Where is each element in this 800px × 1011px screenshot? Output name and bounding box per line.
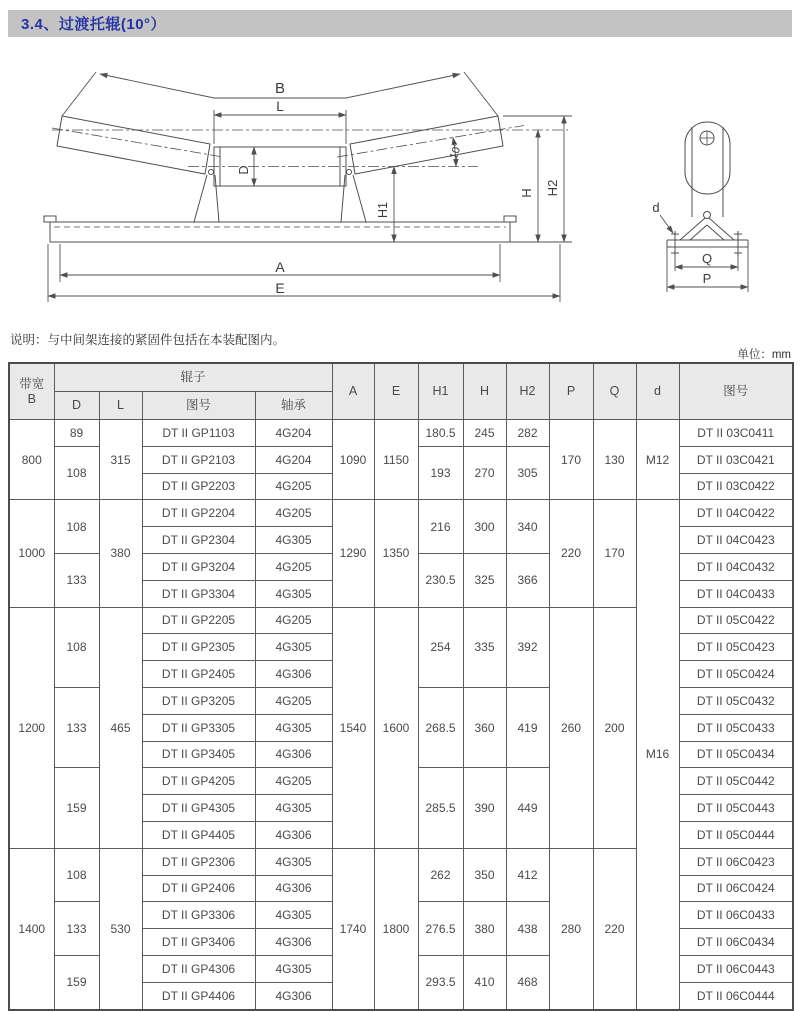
front-view-labels xyxy=(237,80,560,296)
cell-h2: 412 xyxy=(506,848,549,902)
cell-roller-figure-no: DT II GP2205 xyxy=(142,607,255,634)
cell-h1: 180.5 xyxy=(418,420,463,447)
cell-diameter: 89 xyxy=(54,420,99,447)
cell-diameter: 133 xyxy=(54,902,99,956)
cell-h2: 449 xyxy=(506,768,549,848)
cell-bearing: 4G305 xyxy=(255,955,332,982)
dim-label-h: H xyxy=(519,188,534,198)
dim-label-e: E xyxy=(275,280,285,296)
spec-row xyxy=(9,500,793,527)
cell-diameter: 108 xyxy=(54,848,99,902)
cell-q: 200 xyxy=(593,607,636,848)
cell-roller-figure-no: DT II GP4405 xyxy=(142,821,255,848)
cell-bolt-d: M12 xyxy=(636,420,679,500)
spec-row xyxy=(9,420,793,447)
cell-figure-no: DT II 05C0422 xyxy=(679,607,793,634)
cell-h: 270 xyxy=(463,446,506,500)
cell-a: 1740 xyxy=(332,848,374,1009)
cell-h2: 438 xyxy=(506,902,549,956)
base-frame xyxy=(50,222,510,242)
cell-p: 220 xyxy=(549,500,593,607)
cell-roller-figure-no: DT II GP3205 xyxy=(142,687,255,714)
cell-figure-no: DT II 03C0411 xyxy=(679,420,793,447)
cell-roller-figure-no: DT II GP4205 xyxy=(142,768,255,795)
cell-q: 170 xyxy=(593,500,636,607)
section-title: 3.4、过渡托辊(10°） xyxy=(21,16,167,33)
cell-h: 325 xyxy=(463,553,506,607)
header-q: Q xyxy=(593,363,636,420)
unit-label: 单位：mm xyxy=(737,349,791,361)
header-roller-bearing: 轴承 xyxy=(255,392,332,420)
cell-roller-figure-no: DT II GP2406 xyxy=(142,875,255,902)
dim-label-h2: H2 xyxy=(545,179,560,197)
cell-bearing: 4G306 xyxy=(255,821,332,848)
cell-bearing: 4G204 xyxy=(255,446,332,473)
cell-bearing: 4G306 xyxy=(255,741,332,768)
cell-h2: 468 xyxy=(506,955,549,1009)
cell-length: 530 xyxy=(99,848,142,1009)
cell-bearing: 4G306 xyxy=(255,929,332,956)
cell-h: 390 xyxy=(463,768,506,848)
cell-figure-no: DT II 06C0434 xyxy=(679,929,793,956)
cell-p: 280 xyxy=(549,848,593,1009)
dim-label-l: L xyxy=(276,99,284,114)
cell-figure-no: DT II 04C0423 xyxy=(679,527,793,554)
cell-bearing: 4G305 xyxy=(255,902,332,929)
cell-h2: 340 xyxy=(506,500,549,554)
cell-bandwidth: 1200 xyxy=(9,607,54,848)
cell-roller-figure-no: DT II GP2204 xyxy=(142,500,255,527)
dimension-lines xyxy=(48,72,572,302)
cell-bandwidth: 1000 xyxy=(9,500,54,607)
cell-a: 1540 xyxy=(332,607,374,848)
cell-figure-no: DT II 05C0443 xyxy=(679,795,793,822)
cell-e: 1800 xyxy=(374,848,418,1009)
cell-p: 260 xyxy=(549,607,593,848)
spec-table-header xyxy=(9,363,793,420)
cell-h2: 392 xyxy=(506,607,549,687)
header-roller-group: 辊子 xyxy=(54,363,332,392)
cell-diameter: 108 xyxy=(54,500,99,554)
cell-figure-no: DT II 04C0433 xyxy=(679,580,793,607)
left-roller xyxy=(57,116,210,174)
cell-length: 465 xyxy=(99,607,142,848)
cell-diameter: 108 xyxy=(54,607,99,687)
cell-h1: 193 xyxy=(418,446,463,500)
cell-roller-figure-no: DT II GP2305 xyxy=(142,634,255,661)
cell-a: 1290 xyxy=(332,500,374,607)
cell-figure-no: DT II 05C0423 xyxy=(679,634,793,661)
idler-assembly-drawing xyxy=(8,44,792,330)
cell-h: 300 xyxy=(463,500,506,554)
spec-table-body xyxy=(9,420,793,1010)
header-figure-no: 图号 xyxy=(679,363,793,420)
cell-h1: 268.5 xyxy=(418,687,463,767)
cell-bearing: 4G306 xyxy=(255,875,332,902)
cell-roller-figure-no: DT II GP4305 xyxy=(142,795,255,822)
cell-bearing: 4G306 xyxy=(255,982,332,1009)
cell-roller-figure-no: DT II GP3306 xyxy=(142,902,255,929)
spec-table xyxy=(8,362,794,1011)
cell-figure-no: DT II 05C0444 xyxy=(679,821,793,848)
axis-lines xyxy=(52,126,568,167)
cell-e: 1600 xyxy=(374,607,418,848)
cell-figure-no: DT II 06C0443 xyxy=(679,955,793,982)
cell-roller-figure-no: DT II GP1103 xyxy=(142,420,255,447)
cell-bearing: 4G305 xyxy=(255,795,332,822)
dim-label-a: A xyxy=(275,259,285,275)
header-d: d xyxy=(636,363,679,420)
cell-roller-figure-no: DT II GP3204 xyxy=(142,553,255,580)
cell-roller-figure-no: DT II GP3304 xyxy=(142,580,255,607)
cell-bearing: 4G205 xyxy=(255,553,332,580)
header-a: A xyxy=(332,363,374,420)
cell-figure-no: DT II 04C0432 xyxy=(679,553,793,580)
cell-roller-figure-no: DT II GP3405 xyxy=(142,741,255,768)
cell-figure-no: DT II 06C0424 xyxy=(679,875,793,902)
cell-bearing: 4G305 xyxy=(255,527,332,554)
cell-figure-no: DT II 06C0433 xyxy=(679,902,793,929)
right-roller xyxy=(350,116,503,174)
cell-h1: 254 xyxy=(418,607,463,687)
cell-roller-figure-no: DT II GP2103 xyxy=(142,446,255,473)
cell-roller-figure-no: DT II GP4406 xyxy=(142,982,255,1009)
cell-diameter: 133 xyxy=(54,553,99,607)
cell-roller-figure-no: DT II GP4306 xyxy=(142,955,255,982)
cell-h2: 305 xyxy=(506,446,549,500)
cell-diameter: 159 xyxy=(54,955,99,1009)
cell-figure-no: DT II 03C0421 xyxy=(679,446,793,473)
cell-h1: 285.5 xyxy=(418,768,463,848)
cell-h1: 293.5 xyxy=(418,955,463,1009)
cell-figure-no: DT II 05C0433 xyxy=(679,714,793,741)
technical-drawing xyxy=(8,44,792,330)
cell-roller-figure-no: DT II GP2306 xyxy=(142,848,255,875)
header-h2: H2 xyxy=(506,363,549,420)
cell-bearing: 4G305 xyxy=(255,634,332,661)
cell-bearing: 4G205 xyxy=(255,687,332,714)
cell-h1: 262 xyxy=(418,848,463,902)
cell-h: 350 xyxy=(463,848,506,902)
cell-h1: 230.5 xyxy=(418,553,463,607)
cell-h: 335 xyxy=(463,607,506,687)
dim-label-bolt-d: d xyxy=(652,200,660,215)
cell-h2: 419 xyxy=(506,687,549,767)
cell-e: 1150 xyxy=(374,420,418,500)
cell-bearing: 4G205 xyxy=(255,768,332,795)
cell-bearing: 4G204 xyxy=(255,420,332,447)
header-roller-d: D xyxy=(54,392,99,420)
side-view-drawing xyxy=(660,122,748,292)
cell-figure-no: DT II 06C0444 xyxy=(679,982,793,1009)
cell-figure-no: DT II 05C0442 xyxy=(679,768,793,795)
cell-bearing: 4G305 xyxy=(255,714,332,741)
front-view-drawing xyxy=(44,72,572,302)
cell-roller-figure-no: DT II GP2203 xyxy=(142,473,255,500)
cell-length: 380 xyxy=(99,500,142,607)
cell-bearing: 4G205 xyxy=(255,607,332,634)
cell-roller-figure-no: DT II GP2304 xyxy=(142,527,255,554)
header-h: H xyxy=(463,363,506,420)
cell-figure-no: DT II 05C0434 xyxy=(679,741,793,768)
dim-label-h1: H1 xyxy=(376,202,390,218)
cell-a: 1090 xyxy=(332,420,374,500)
header-p: P xyxy=(549,363,593,420)
cell-h2: 366 xyxy=(506,553,549,607)
cell-roller-figure-no: DT II GP2405 xyxy=(142,661,255,688)
cell-roller-figure-no: DT II GP3305 xyxy=(142,714,255,741)
cell-h2: 282 xyxy=(506,420,549,447)
cell-bearing: 4G306 xyxy=(255,661,332,688)
dim-label-d: D xyxy=(237,165,251,175)
cell-h: 245 xyxy=(463,420,506,447)
cell-diameter: 108 xyxy=(54,446,99,500)
cell-bearing: 4G305 xyxy=(255,580,332,607)
cell-length: 315 xyxy=(99,420,142,500)
cell-h: 360 xyxy=(463,687,506,767)
header-e: E xyxy=(374,363,418,420)
cell-p: 170 xyxy=(549,420,593,500)
cell-roller-figure-no: DT II GP3406 xyxy=(142,929,255,956)
cell-bandwidth: 1400 xyxy=(9,848,54,1009)
header-roller-l: L xyxy=(99,392,142,420)
side-view-labels xyxy=(652,200,712,286)
cell-bandwidth: 800 xyxy=(9,420,54,500)
cell-h1: 216 xyxy=(418,500,463,554)
header-roller-fig: 图号 xyxy=(142,392,255,420)
section-title-bar xyxy=(8,10,792,37)
cell-figure-no: DT II 06C0423 xyxy=(679,848,793,875)
cell-e: 1350 xyxy=(374,500,418,607)
assembly-note: 说明：与中间架连接的紧固件包括在本装配图内。 xyxy=(10,333,286,347)
cell-diameter: 133 xyxy=(54,687,99,767)
cell-figure-no: DT II 03C0422 xyxy=(679,473,793,500)
cell-figure-no: DT II 05C0424 xyxy=(679,661,793,688)
dim-label-angle: 10° xyxy=(447,141,465,161)
cell-bearing: 4G305 xyxy=(255,848,332,875)
cell-h1: 276.5 xyxy=(418,902,463,956)
cell-figure-no: DT II 05C0432 xyxy=(679,687,793,714)
cell-h: 410 xyxy=(463,955,506,1009)
cell-bolt-d: M16 xyxy=(636,500,679,1010)
cell-diameter: 159 xyxy=(54,768,99,848)
cell-q: 220 xyxy=(593,848,636,1009)
cell-figure-no: DT II 04C0422 xyxy=(679,500,793,527)
dim-label-q: Q xyxy=(701,251,713,266)
cell-q: 130 xyxy=(593,420,636,500)
cell-h: 380 xyxy=(463,902,506,956)
header-h1: H1 xyxy=(418,363,463,420)
dim-label-b: B xyxy=(274,80,286,97)
header-bandwidth: 带宽 B xyxy=(9,363,54,420)
dim-label-p: P xyxy=(702,271,712,286)
cell-bearing: 4G205 xyxy=(255,500,332,527)
cell-bearing: 4G205 xyxy=(255,473,332,500)
